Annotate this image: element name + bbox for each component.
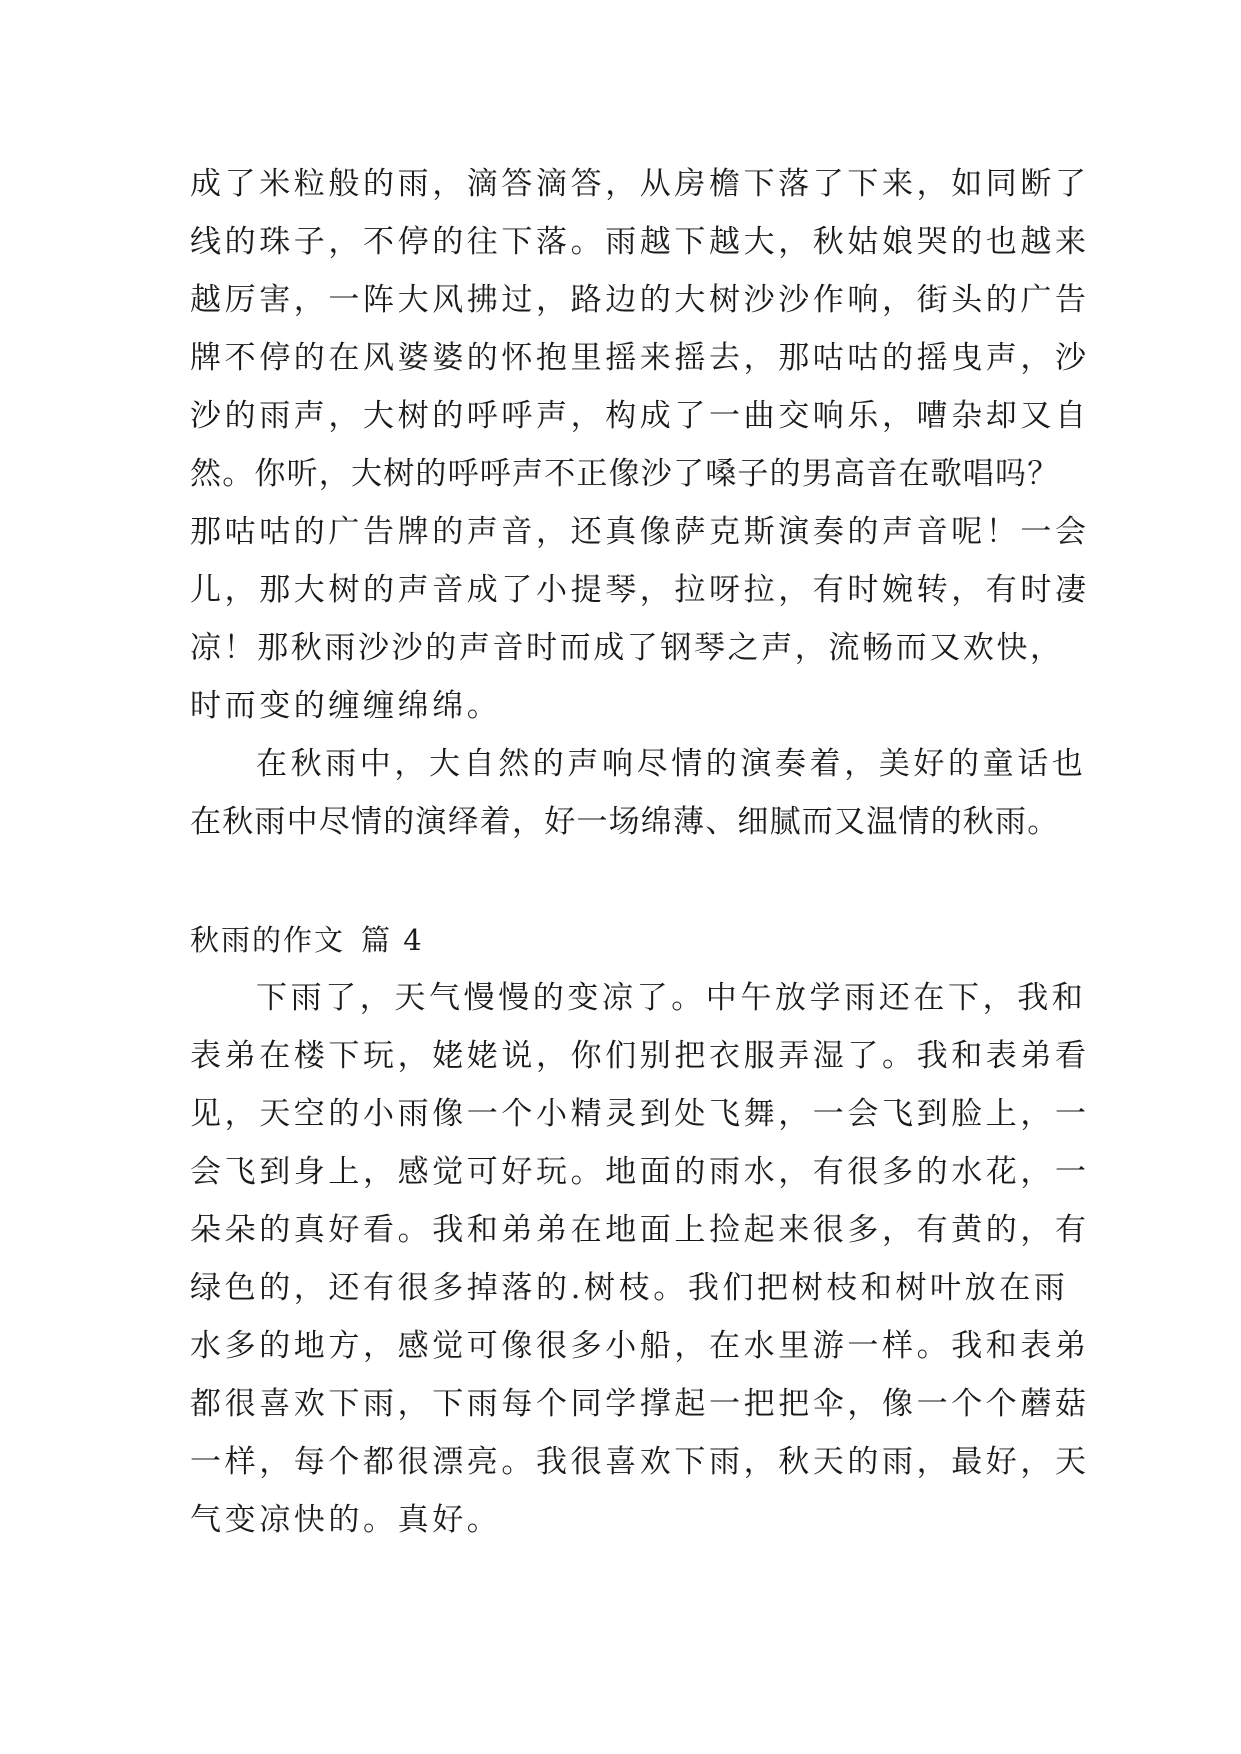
paragraph-line: 气变凉快的。真好。: [190, 1502, 502, 1538]
paragraph-line: 下雨了，天气慢慢的变凉了。中午放学雨还在下，我和: [256, 980, 1087, 1016]
section-number: 篇 4: [361, 923, 424, 957]
paragraph-line: 表弟在楼下玩，姥姥说，你们别把衣服弄湿了。我和表弟看: [190, 1038, 1090, 1074]
paragraph-line: 越厉害，一阵大风拂过，路边的大树沙沙作响，街头的广告: [190, 282, 1090, 318]
paragraph-line: 时而变的缠缠绵绵。: [190, 688, 502, 724]
paragraph-line: 在秋雨中，大自然的声响尽情的演奏着，美好的童话也: [256, 746, 1087, 782]
paragraph-line: 儿，那大树的声音成了小提琴，拉呀拉，有时婉转，有时凄: [190, 572, 1090, 608]
paragraph-line: 线的珠子，不停的往下落。雨越下越大，秋姑娘哭的也越来: [190, 224, 1090, 260]
paragraph-line: 见，天空的小雨像一个小精灵到处飞舞，一会飞到脸上，一: [190, 1096, 1090, 1132]
paragraph-line: 成了米粒般的雨，滴答滴答，从房檐下落了下来，如同断了: [190, 166, 1090, 202]
section-heading: [190, 920, 424, 960]
paragraph-line: 那咕咕的广告牌的声音，还真像萨克斯演奏的声音呢！一会: [190, 514, 1090, 550]
paragraph-line: 会飞到身上，感觉可好玩。地面的雨水，有很多的水花，一: [190, 1154, 1090, 1190]
paragraph-line: 一样，每个都很漂亮。我很喜欢下雨，秋天的雨，最好，天: [190, 1444, 1090, 1480]
paragraph-line: 然。你听，大树的呼呼声不正像沙了嗓子的男高音在歌唱吗？: [190, 456, 1060, 492]
paragraph-line: 凉！那秋雨沙沙的声音时而成了钢琴之声，流畅而又欢快，: [190, 630, 1064, 666]
paragraph-line: 牌不停的在风婆婆的怀抱里摇来摇去，那咕咕的摇曳声，沙: [190, 340, 1090, 376]
paragraph-line: 绿色的，还有很多掉落的.树枝。我们把树枝和树叶放在雨: [190, 1270, 1069, 1306]
paragraph-line: 都很喜欢下雨，下雨每个同学撑起一把把伞，像一个个蘑菇: [190, 1386, 1090, 1422]
paragraph-line: 沙的雨声，大树的呼呼声，构成了一曲交响乐，嘈杂却又自: [190, 398, 1090, 434]
section-title: 秋雨的作文: [190, 923, 346, 957]
paragraph-line: 水多的地方，感觉可像很多小船，在水里游一样。我和表弟: [190, 1328, 1090, 1364]
paragraph-line: 朵朵的真好看。我和弟弟在地面上捡起来很多，有黄的，有: [190, 1212, 1090, 1248]
paragraph-line: 在秋雨中尽情的演绎着，好一场绵薄、细腻而又温情的秋雨。: [190, 804, 1060, 840]
